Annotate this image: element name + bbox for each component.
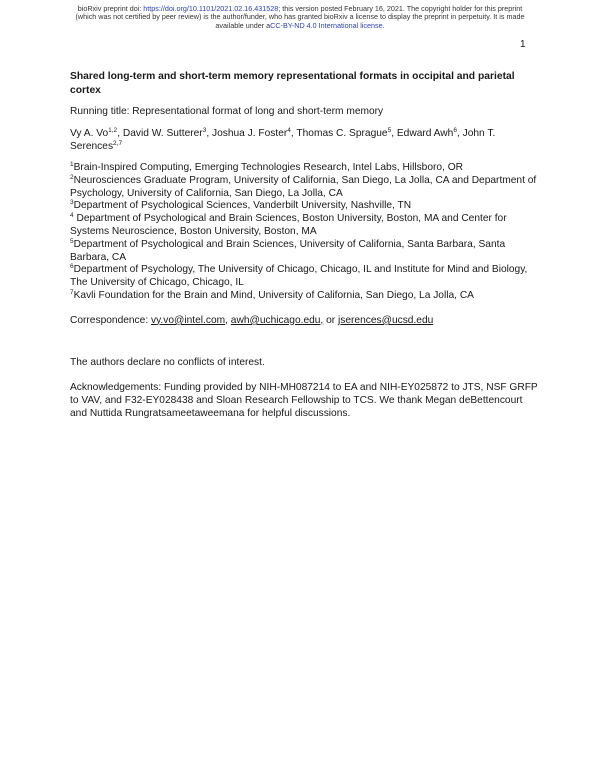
affil-text: Department of Psychological and Brain Sciences, Boston University, Boston, MA and Center for Systems Neuroscience, Boston University, Boston, MA — [70, 213, 507, 237]
paper-title: Shared long-term and short-term memory representational formats in occipital and parietal cortex — [70, 71, 515, 96]
author-sep: , — [456, 128, 463, 139]
correspondence-label: Correspondence: — [70, 314, 151, 326]
author-affil-marker: 2,7 — [113, 140, 123, 147]
banner-text: available under a — [215, 20, 271, 30]
affiliation — [70, 264, 540, 290]
author-name: David W. Sutterer — [122, 128, 203, 139]
affil-number: 2 — [70, 173, 74, 181]
affil-text: Brain-Inspired Computing, Emerging Technologies Research, Intel Labs, Hillsboro, OR — [73, 162, 464, 173]
affiliation — [70, 239, 540, 265]
author-sep: , — [117, 128, 123, 139]
affil-text: Neurosciences Graduate Program, University of California, San Diego, La Jolla, CA and Department of Psychology, University of California, San Diego, La Jolla, CA — [70, 174, 537, 199]
banner-line-2: (which was not certified by peer review) is the author/funder, who has granted bioRxiv a license to display the preprint in perpetuity. It is made — [75, 12, 525, 22]
acknowledgements: Acknowledgements: Funding provided by NIH-MH087214 to EA and NIH-EY025872 to JTS, NSF GRFP to VAV, and F32-EY028438 and Sloan Research Fellowship to TCS. We thank Megan deBettencourt and Nuttida Rungratsameetaweemana for helpful discussions. — [70, 381, 538, 419]
affil-number: 6 — [70, 263, 74, 271]
affiliations — [70, 162, 540, 303]
affil-number: 1 — [70, 161, 74, 168]
author-sep: , — [206, 128, 212, 139]
author-name: Edward Awh — [396, 128, 454, 139]
affiliation — [70, 290, 540, 303]
affiliation — [70, 200, 540, 213]
email-link[interactable]: vy.vo@intel.com — [150, 314, 226, 326]
author-name: Joshua J. Foster — [211, 128, 288, 139]
author-sep: , — [391, 128, 397, 139]
title-page-body — [70, 70, 540, 420]
affil-number: 3 — [70, 199, 74, 207]
affil-text: Department of Psychology, The University of Chicago, Chicago, IL and Institute for Mind and Biology, The University of Chicago, Chicago, IL — [70, 264, 528, 289]
affil-number: 5 — [70, 237, 74, 245]
correspondence — [70, 314, 540, 327]
author-list — [70, 127, 540, 153]
doi-link[interactable]: https://doi.org/10.1101/2021.02.16.431528 — [143, 4, 279, 13]
banner-text: bioRxiv preprint doi: — [77, 4, 144, 13]
affil-number: 7 — [70, 288, 74, 296]
author-affil-marker: 4 — [287, 127, 291, 134]
author-affil-marker: 6 — [453, 127, 457, 134]
banner-text: ; this version posted February 16, 2021. The copyright holder for this preprint — [278, 4, 523, 13]
author-affil-marker: 5 — [387, 127, 392, 134]
author-affil-marker: 1,2 — [108, 127, 118, 134]
license-link[interactable]: CC-BY-ND 4.0 International license — [270, 20, 383, 30]
conflict-statement: The authors declare no conflicts of interest. — [70, 356, 265, 368]
author-name: John T. Serences — [70, 128, 496, 152]
author-affil-marker: 3 — [202, 127, 207, 134]
author-name: Thomas C. Sprague — [296, 128, 388, 139]
running-title: Running title: Representational format of long and short-term memory — [70, 106, 384, 117]
affiliation — [70, 213, 540, 239]
email-link[interactable]: jserences@ucsd.edu — [338, 314, 434, 326]
affil-text: Kavli Foundation for the Brain and Mind, University of California, San Diego, La Jolla, CA — [73, 289, 474, 301]
affil-number: 4 — [70, 212, 74, 220]
affiliation — [70, 162, 540, 175]
affiliation — [70, 175, 540, 201]
corr-sep: , — [225, 314, 231, 326]
affil-text: Department of Psychological and Brain Sciences, University of California, Santa Barbara, Santa Barbara, CA — [70, 238, 506, 263]
banner-line-3 — [0, 22, 600, 30]
author-sep: , — [290, 128, 297, 139]
preprint-banner — [0, 5, 600, 30]
author-name: Vy A. Vo — [70, 128, 109, 139]
affil-text: Department of Psychological Sciences, Vanderbilt University, Nashville, TN — [73, 200, 412, 212]
email-link[interactable]: awh@uchicago.edu, — [230, 314, 324, 326]
corr-sep: or — [323, 314, 338, 326]
banner-text: . — [382, 20, 385, 30]
page-number: 1 — [520, 39, 526, 50]
